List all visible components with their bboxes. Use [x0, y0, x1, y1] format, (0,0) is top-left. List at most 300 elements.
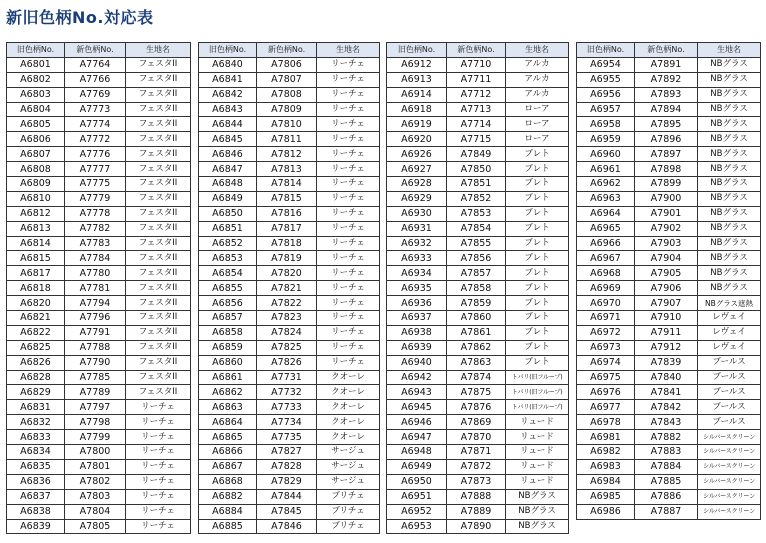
- fabric-name-cell: NBグラス: [698, 87, 761, 102]
- new-no-cell: A7910: [635, 311, 698, 326]
- table-row: [199, 57, 380, 72]
- fabric-name-cell: アルカ: [506, 87, 569, 102]
- old-no-cell: A6861: [199, 370, 257, 385]
- new-no-cell: A7808: [257, 87, 317, 102]
- fabric-name-cell: NBグラス: [698, 191, 761, 206]
- new-no-cell: A7710: [447, 57, 506, 72]
- fabric-name-cell: NBグラス: [698, 132, 761, 147]
- old-no-cell: A6912: [387, 57, 447, 72]
- new-no-cell: A7782: [65, 221, 126, 236]
- new-no-cell: A7852: [447, 191, 506, 206]
- table-row: [577, 296, 761, 311]
- table-row: [577, 325, 761, 340]
- table-row: [199, 504, 380, 519]
- table-row: [7, 191, 191, 206]
- fabric-name-cell: アルカ: [506, 72, 569, 87]
- table-row: [387, 266, 569, 281]
- fabric-name-cell: シルバースクリーン: [698, 459, 761, 474]
- new-no-cell: A7900: [635, 191, 698, 206]
- fabric-name-cell: リーチェ: [317, 325, 380, 340]
- table-row: [7, 385, 191, 400]
- fabric-name-cell: NBグラス: [698, 177, 761, 192]
- new-no-cell: A7810: [257, 117, 317, 132]
- old-no-cell: A6947: [387, 430, 447, 445]
- fabric-name-cell: フェスタII: [126, 236, 191, 251]
- new-no-cell: A7805: [65, 519, 126, 534]
- table-row: [199, 266, 380, 281]
- old-no-cell: A6817: [7, 266, 65, 281]
- table-row: [199, 147, 380, 162]
- fabric-name-cell: フェスタII: [126, 340, 191, 355]
- fabric-name-cell: ブールス: [698, 400, 761, 415]
- table-row: [387, 72, 569, 87]
- old-no-cell: A6806: [7, 132, 65, 147]
- old-no-cell: A6934: [387, 266, 447, 281]
- old-no-cell: A6930: [387, 206, 447, 221]
- old-no-cell: A6982: [577, 445, 635, 460]
- fabric-name-cell: リーチェ: [317, 281, 380, 296]
- old-no-cell: A6972: [577, 325, 635, 340]
- new-no-cell: A7889: [447, 504, 506, 519]
- fabric-name-cell: ブールス: [698, 385, 761, 400]
- new-no-cell: A7800: [65, 445, 126, 460]
- old-no-cell: A6973: [577, 340, 635, 355]
- fabric-name-cell: リーチェ: [317, 177, 380, 192]
- fabric-name-cell: アルカ: [506, 57, 569, 72]
- old-no-cell: A6842: [199, 87, 257, 102]
- table-row: [577, 474, 761, 489]
- fabric-name-cell: リーチェ: [317, 57, 380, 72]
- old-no-cell: A6857: [199, 311, 257, 326]
- old-no-cell: A6848: [199, 177, 257, 192]
- old-no-cell: A6943: [387, 385, 447, 400]
- table-row: [577, 385, 761, 400]
- old-no-cell: A6838: [7, 504, 65, 519]
- old-no-cell: A6812: [7, 206, 65, 221]
- table-row: [387, 355, 569, 370]
- fabric-name-cell: リュード: [506, 415, 569, 430]
- new-no-cell: A7806: [257, 57, 317, 72]
- table-row: [387, 325, 569, 340]
- fabric-name-cell: フェスタII: [126, 311, 191, 326]
- table-row: [577, 504, 761, 519]
- fabric-name-cell: NBグラス: [698, 236, 761, 251]
- table-header-row: [387, 43, 569, 58]
- old-no-cell: A6949: [387, 459, 447, 474]
- table-row: [7, 459, 191, 474]
- new-no-cell: A7901: [635, 206, 698, 221]
- new-no-cell: A7781: [65, 281, 126, 296]
- old-no-cell: A6854: [199, 266, 257, 281]
- table-row: [199, 162, 380, 177]
- fabric-name-cell: フェスタII: [126, 281, 191, 296]
- new-no-cell: A7845: [257, 504, 317, 519]
- table-row: [577, 445, 761, 460]
- old-no-cell: A6860: [199, 355, 257, 370]
- new-no-cell: A7818: [257, 236, 317, 251]
- fabric-name-cell: リーチェ: [126, 415, 191, 430]
- new-no-cell: A7785: [65, 370, 126, 385]
- new-no-cell: A7817: [257, 221, 317, 236]
- table-row: [199, 519, 380, 534]
- conversion-table-1: [6, 42, 191, 534]
- table-row: [199, 385, 380, 400]
- old-no-cell: A6938: [387, 325, 447, 340]
- table-row: [577, 489, 761, 504]
- table-row: [7, 266, 191, 281]
- old-no-cell: A6926: [387, 147, 447, 162]
- fabric-name-cell: リーチェ: [317, 206, 380, 221]
- old-no-cell: A6855: [199, 281, 257, 296]
- table-row: [199, 355, 380, 370]
- table-row: [7, 162, 191, 177]
- new-no-cell: A7828: [257, 459, 317, 474]
- new-no-cell: A7766: [65, 72, 126, 87]
- table-row: [199, 459, 380, 474]
- new-no-cell: A7733: [257, 400, 317, 415]
- old-no-cell: A6950: [387, 474, 447, 489]
- table-row: [577, 430, 761, 445]
- old-no-cell: A6815: [7, 251, 65, 266]
- table-row: [199, 489, 380, 504]
- fabric-name-cell: ブレト: [506, 325, 569, 340]
- old-no-cell: A6919: [387, 117, 447, 132]
- new-no-cell: A7801: [65, 459, 126, 474]
- fabric-name-cell: リーチェ: [317, 340, 380, 355]
- old-no-cell: A6981: [577, 430, 635, 445]
- new-no-cell: A7858: [447, 281, 506, 296]
- table-row: [387, 385, 569, 400]
- new-no-cell: A7887: [635, 504, 698, 519]
- new-no-cell: A7907: [635, 296, 698, 311]
- table-row: [387, 57, 569, 72]
- table-row: [7, 504, 191, 519]
- table-row: [387, 504, 569, 519]
- old-no-cell: A6853: [199, 251, 257, 266]
- new-no-cell: A7783: [65, 236, 126, 251]
- table-row: [7, 102, 191, 117]
- col-old-no: 旧色柄No.: [199, 43, 257, 58]
- old-no-cell: A6884: [199, 504, 257, 519]
- new-no-cell: A7713: [447, 102, 506, 117]
- fabric-name-cell: ブリチェ: [317, 519, 380, 534]
- new-no-cell: A7853: [447, 206, 506, 221]
- new-no-cell: A7886: [635, 489, 698, 504]
- table-row: [199, 400, 380, 415]
- old-no-cell: A6976: [577, 385, 635, 400]
- fabric-name-cell: リーチェ: [317, 72, 380, 87]
- fabric-name-cell: リュード: [506, 430, 569, 445]
- table-row: [7, 340, 191, 355]
- old-no-cell: A6955: [577, 72, 635, 87]
- fabric-name-cell: NBグラス: [698, 72, 761, 87]
- fabric-name-cell: ブレト: [506, 221, 569, 236]
- fabric-name-cell: フェスタII: [126, 385, 191, 400]
- table-row: [387, 206, 569, 221]
- fabric-name-cell: ブレト: [506, 281, 569, 296]
- col-fabric-name: 生地名: [506, 43, 569, 58]
- old-no-cell: A6952: [387, 504, 447, 519]
- old-no-cell: A6852: [199, 236, 257, 251]
- col-fabric-name: 生地名: [126, 43, 191, 58]
- new-no-cell: A7799: [65, 430, 126, 445]
- old-no-cell: A6935: [387, 281, 447, 296]
- conversion-table-2: [198, 42, 380, 534]
- old-no-cell: A6929: [387, 191, 447, 206]
- new-no-cell: A7774: [65, 117, 126, 132]
- fabric-name-cell: ブリチェ: [317, 504, 380, 519]
- fabric-name-cell: フェスタII: [126, 221, 191, 236]
- table-row: [577, 221, 761, 236]
- fabric-name-cell: フェスタII: [126, 296, 191, 311]
- old-no-cell: A6837: [7, 489, 65, 504]
- fabric-name-cell: ブレト: [506, 266, 569, 281]
- fabric-name-cell: リーチェ: [126, 445, 191, 460]
- old-no-cell: A6962: [577, 177, 635, 192]
- new-no-cell: A7824: [257, 325, 317, 340]
- old-no-cell: A6829: [7, 385, 65, 400]
- old-no-cell: A6822: [7, 325, 65, 340]
- fabric-name-cell: ブールス: [698, 355, 761, 370]
- old-no-cell: A6971: [577, 311, 635, 326]
- table-row: [387, 191, 569, 206]
- table-row: [577, 177, 761, 192]
- table-row: [7, 72, 191, 87]
- new-no-cell: A7854: [447, 221, 506, 236]
- table-row: [199, 445, 380, 460]
- fabric-name-cell: フェスタII: [126, 147, 191, 162]
- fabric-name-cell: サージュ: [317, 474, 380, 489]
- table-row: [577, 132, 761, 147]
- fabric-name-cell: リーチェ: [317, 102, 380, 117]
- table-row: [577, 162, 761, 177]
- table-row: [7, 87, 191, 102]
- table-row: [7, 132, 191, 147]
- new-no-cell: A7856: [447, 251, 506, 266]
- fabric-name-cell: フェスタII: [126, 102, 191, 117]
- new-no-cell: A7860: [447, 311, 506, 326]
- old-no-cell: A6942: [387, 370, 447, 385]
- old-no-cell: A6841: [199, 72, 257, 87]
- table-row: [577, 147, 761, 162]
- table-row: [387, 132, 569, 147]
- old-no-cell: A6840: [199, 57, 257, 72]
- fabric-name-cell: フェスタII: [126, 177, 191, 192]
- old-no-cell: A6940: [387, 355, 447, 370]
- fabric-name-cell: シルバースクリーン: [698, 445, 761, 460]
- new-no-cell: A7802: [65, 474, 126, 489]
- fabric-name-cell: シルバースクリーン: [698, 504, 761, 519]
- old-no-cell: A6956: [577, 87, 635, 102]
- fabric-name-cell: リーチェ: [317, 355, 380, 370]
- fabric-name-cell: クオーレ: [317, 385, 380, 400]
- old-no-cell: A6933: [387, 251, 447, 266]
- old-no-cell: A6843: [199, 102, 257, 117]
- fabric-name-cell: クオーレ: [317, 415, 380, 430]
- new-no-cell: A7899: [635, 177, 698, 192]
- table-row: [387, 415, 569, 430]
- fabric-name-cell: NBグラス: [698, 281, 761, 296]
- fabric-name-cell: レヴェイ: [698, 340, 761, 355]
- old-no-cell: A6866: [199, 445, 257, 460]
- fabric-name-cell: NBグラス: [506, 504, 569, 519]
- fabric-name-cell: フェスタII: [126, 206, 191, 221]
- fabric-name-cell: NBグラス: [698, 147, 761, 162]
- new-no-cell: A7822: [257, 296, 317, 311]
- table-row: [577, 266, 761, 281]
- old-no-cell: A6820: [7, 296, 65, 311]
- new-no-cell: A7829: [257, 474, 317, 489]
- fabric-name-cell: フェスタII: [126, 355, 191, 370]
- table-row: [387, 311, 569, 326]
- old-no-cell: A6932: [387, 236, 447, 251]
- new-no-cell: A7912: [635, 340, 698, 355]
- old-no-cell: A6849: [199, 191, 257, 206]
- table-row: [199, 311, 380, 326]
- conversion-table-4: [576, 42, 761, 520]
- new-no-cell: A7715: [447, 132, 506, 147]
- fabric-name-cell: NBグラス: [698, 102, 761, 117]
- table-row: [199, 102, 380, 117]
- table-row: [387, 236, 569, 251]
- new-no-cell: A7791: [65, 325, 126, 340]
- fabric-name-cell: クオーレ: [317, 400, 380, 415]
- new-no-cell: A7764: [65, 57, 126, 72]
- table-row: [199, 206, 380, 221]
- table-row: [577, 400, 761, 415]
- new-no-cell: A7851: [447, 177, 506, 192]
- new-no-cell: A7846: [257, 519, 317, 534]
- new-no-cell: A7769: [65, 87, 126, 102]
- old-no-cell: A6963: [577, 191, 635, 206]
- old-no-cell: A6847: [199, 162, 257, 177]
- old-no-cell: A6828: [7, 370, 65, 385]
- old-no-cell: A6936: [387, 296, 447, 311]
- fabric-name-cell: リーチェ: [126, 474, 191, 489]
- new-no-cell: A7804: [65, 504, 126, 519]
- new-no-cell: A7895: [635, 117, 698, 132]
- new-no-cell: A7869: [447, 415, 506, 430]
- new-no-cell: A7812: [257, 147, 317, 162]
- col-new-no: 新色柄No.: [65, 43, 126, 58]
- fabric-name-cell: NBグラス遮熱: [698, 296, 761, 311]
- fabric-name-cell: シルバースクリーン: [698, 489, 761, 504]
- old-no-cell: A6834: [7, 445, 65, 460]
- new-no-cell: A7778: [65, 206, 126, 221]
- old-no-cell: A6964: [577, 206, 635, 221]
- new-no-cell: A7826: [257, 355, 317, 370]
- old-no-cell: A6832: [7, 415, 65, 430]
- fabric-name-cell: NBグラス: [698, 57, 761, 72]
- new-no-cell: A7773: [65, 102, 126, 117]
- new-no-cell: A7839: [635, 355, 698, 370]
- table-row: [387, 445, 569, 460]
- fabric-name-cell: NBグラス: [698, 206, 761, 221]
- fabric-name-cell: NBグラス: [698, 117, 761, 132]
- old-no-cell: A6810: [7, 191, 65, 206]
- old-no-cell: A6948: [387, 445, 447, 460]
- col-fabric-name: 生地名: [698, 43, 761, 58]
- old-no-cell: A6865: [199, 430, 257, 445]
- old-no-cell: A6961: [577, 162, 635, 177]
- new-no-cell: A7859: [447, 296, 506, 311]
- old-no-cell: A6951: [387, 489, 447, 504]
- table-row: [387, 340, 569, 355]
- new-no-cell: A7857: [447, 266, 506, 281]
- fabric-name-cell: リュード: [506, 474, 569, 489]
- table-row: [577, 340, 761, 355]
- new-no-cell: A7890: [447, 519, 506, 534]
- table-row: [199, 251, 380, 266]
- old-no-cell: A6959: [577, 132, 635, 147]
- table-row: [199, 370, 380, 385]
- old-no-cell: A6969: [577, 281, 635, 296]
- fabric-name-cell: フェスタII: [126, 57, 191, 72]
- new-no-cell: A7884: [635, 459, 698, 474]
- new-no-cell: A7711: [447, 72, 506, 87]
- fabric-name-cell: リーチェ: [317, 266, 380, 281]
- old-no-cell: A6846: [199, 147, 257, 162]
- old-no-cell: A6804: [7, 102, 65, 117]
- fabric-name-cell: リュード: [506, 459, 569, 474]
- old-no-cell: A6808: [7, 162, 65, 177]
- table-row: [7, 519, 191, 534]
- fabric-name-cell: サージュ: [317, 459, 380, 474]
- new-no-cell: A7813: [257, 162, 317, 177]
- fabric-name-cell: サージュ: [317, 445, 380, 460]
- table-row: [7, 236, 191, 251]
- old-no-cell: A6831: [7, 400, 65, 415]
- old-no-cell: A6975: [577, 370, 635, 385]
- old-no-cell: A6814: [7, 236, 65, 251]
- new-no-cell: A7871: [447, 445, 506, 460]
- old-no-cell: A6954: [577, 57, 635, 72]
- new-no-cell: A7902: [635, 221, 698, 236]
- new-no-cell: A7807: [257, 72, 317, 87]
- new-no-cell: A7891: [635, 57, 698, 72]
- table-body: [387, 57, 569, 534]
- old-no-cell: A6968: [577, 266, 635, 281]
- new-no-cell: A7784: [65, 251, 126, 266]
- fabric-name-cell: ブレト: [506, 162, 569, 177]
- new-no-cell: A7798: [65, 415, 126, 430]
- fabric-name-cell: ブレト: [506, 147, 569, 162]
- old-no-cell: A6885: [199, 519, 257, 534]
- new-no-cell: A7844: [257, 489, 317, 504]
- new-no-cell: A7850: [447, 162, 506, 177]
- new-no-cell: A7905: [635, 266, 698, 281]
- fabric-name-cell: ブレト: [506, 251, 569, 266]
- fabric-name-cell: リーチェ: [317, 221, 380, 236]
- fabric-name-cell: リーチェ: [317, 311, 380, 326]
- new-no-cell: A7734: [257, 415, 317, 430]
- old-no-cell: A6805: [7, 117, 65, 132]
- table-row: [199, 191, 380, 206]
- table-row: [199, 281, 380, 296]
- fabric-name-cell: クオーレ: [317, 430, 380, 445]
- table-row: [7, 400, 191, 415]
- table-row: [387, 519, 569, 534]
- table-row: [577, 191, 761, 206]
- old-no-cell: A6984: [577, 474, 635, 489]
- old-no-cell: A6928: [387, 177, 447, 192]
- old-no-cell: A6818: [7, 281, 65, 296]
- new-no-cell: A7789: [65, 385, 126, 400]
- old-no-cell: A6863: [199, 400, 257, 415]
- old-no-cell: A6839: [7, 519, 65, 534]
- fabric-name-cell: レヴェイ: [698, 325, 761, 340]
- old-no-cell: A6945: [387, 400, 447, 415]
